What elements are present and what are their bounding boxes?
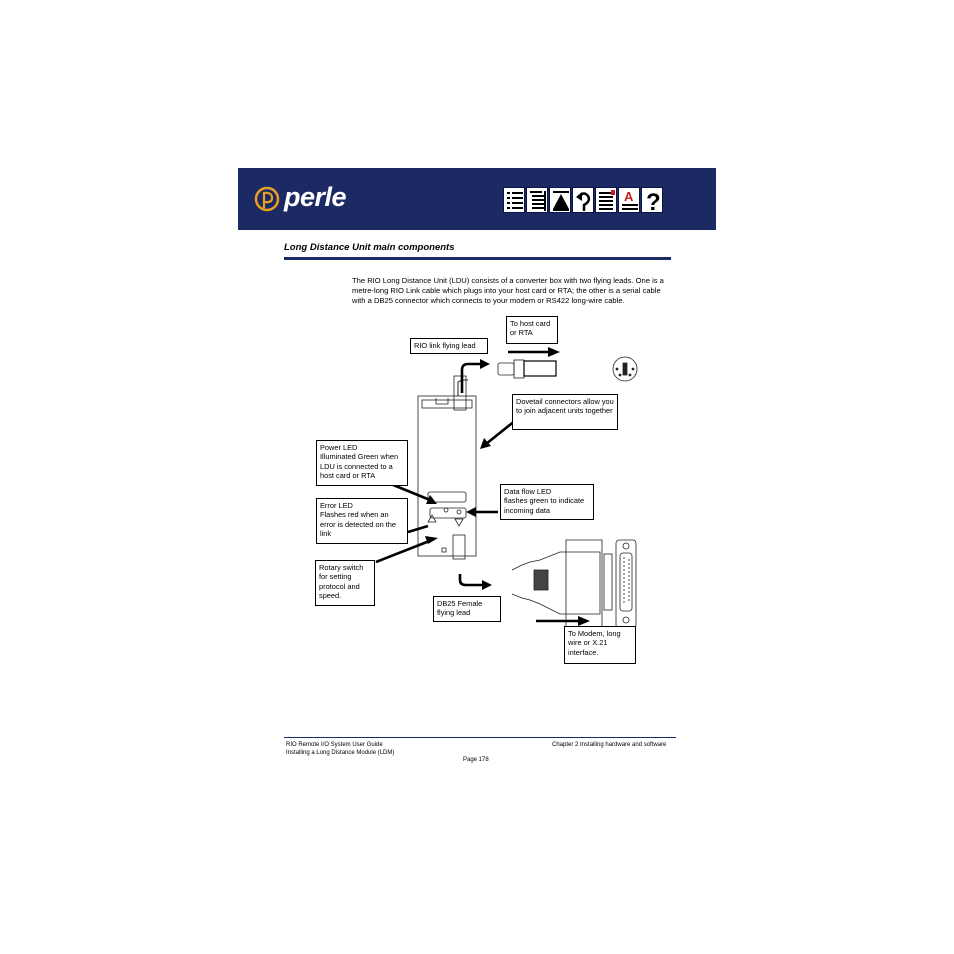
section-title: Long Distance Unit main components: [284, 242, 455, 253]
intro-paragraph: The RIO Long Distance Unit (LDU) consists of a converter box with two flying leads. One is a metre-long RIO Link cable which plugs into your host card or RTA; the other is a serial cable with a DB25 connector which connects to your modem or RS422 long-wire cable.: [352, 276, 664, 305]
footer-chapter: Chapter 2 Installing hardware and software: [552, 742, 667, 748]
callout-to-host: To host card or RTA: [506, 316, 558, 344]
page-number: Page 178: [463, 757, 489, 763]
svg-text:A: A: [624, 189, 634, 204]
callout-dovetail: Dovetail connectors allow you to join adjacent units together: [512, 394, 618, 430]
svg-text:?: ?: [646, 189, 661, 214]
perle-logo-text: perle: [284, 182, 347, 212]
callout-rotary-switch: Rotary switch for setting protocol and speed.: [315, 560, 375, 606]
footer-rule: [284, 737, 676, 738]
footer-section-title: Installing a Long Distance Module (LDM): [286, 750, 395, 756]
callout-db25: DB25 Female flying lead: [433, 596, 501, 622]
callout-rio-lead: RIO link flying lead: [410, 338, 488, 354]
callout-power-led: Power LED Illuminated Green when LDU is connected to a host card or RTA: [316, 440, 408, 486]
callout-data-led: Data flow LED flashes green to indicate incoming data: [500, 484, 594, 520]
footer-guide-title: RIO Remote I/O System User Guide: [286, 742, 383, 748]
callout-error-led: Error LED Flashes red when an error is detected on the link: [316, 498, 408, 544]
callout-to-modem: To Modem, long wire or X.21 interface.: [564, 626, 636, 664]
